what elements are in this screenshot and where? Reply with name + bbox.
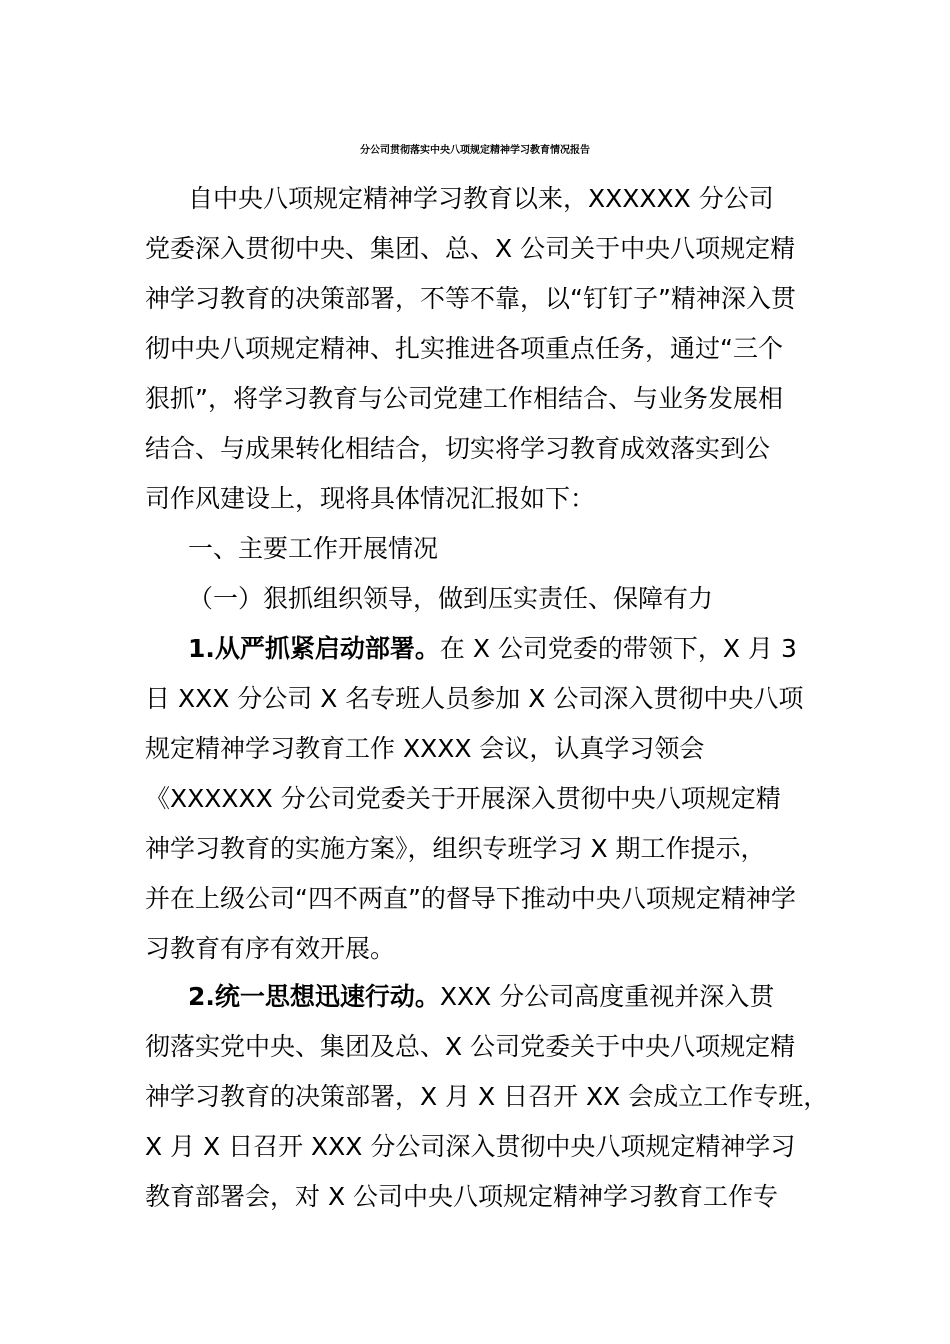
paragraph-line: 自中央八项规定精神学习教育以来，XXXXXX 分公司 xyxy=(188,184,774,213)
paragraph-line: 彻中央八项规定精神、扎实推进各项重点任务，通过“三个 xyxy=(145,334,783,363)
item1-heading: 1.从严抓紧启动部署。 xyxy=(188,634,440,663)
paragraph-line: 神学习教育的决策部署，不等不靠，以“钉钉子”精神深入贯 xyxy=(145,284,796,313)
paragraph-line: 彻落实党中央、集团及总、X 公司党委关于中央八项规定精 xyxy=(145,1032,796,1061)
paragraph-line: 并在上级公司“四不两直”的督导下推动中央八项规定精神学 xyxy=(145,884,796,913)
document-title: 分公司贯彻落实中央八项规定精神学习教育情况报告 xyxy=(360,145,590,156)
paragraph-line: 狠抓”，将学习教育与公司党建工作相结合、与业务发展相 xyxy=(145,384,783,413)
item2-first-line xyxy=(188,979,774,1015)
item1-first-line xyxy=(188,631,797,667)
item2-heading: 2.统一思想迅速行动。 xyxy=(188,982,440,1011)
paragraph-line: 结合、与成果转化相结合，切实将学习教育成效落实到公 xyxy=(145,434,771,463)
paragraph-line: 神学习教育的实施方案》，组织专班学习 X 期工作提示， xyxy=(145,834,766,863)
paragraph-line: 习教育有序有效开展。 xyxy=(145,934,396,963)
paragraph-line: 神学习教育的决策部署，X 月 X 日召开 XX 会成立工作专班， xyxy=(145,1082,829,1111)
paragraph-line: 规定精神学习教育工作 XXXX 会议，认真学习领会 xyxy=(145,734,705,763)
paragraph-line: 《XXXXXX 分公司党委关于开展深入贯彻中央八项规定精 xyxy=(145,784,781,813)
item1-first-line-rest: 在 X 公司党委的带领下，X 月 3 xyxy=(439,634,797,663)
paragraph-line: 日 XXX 分公司 X 名专班人员参加 X 公司深入贯彻中央八项 xyxy=(145,684,804,713)
paragraph-line: 党委深入贯彻中央、集团、总、X 公司关于中央八项规定精 xyxy=(145,234,796,263)
section-heading: 一、主要工作开展情况 xyxy=(188,534,439,563)
subsection-heading: （一）狠抓组织领导，做到压实责任、保障有力 xyxy=(188,584,714,613)
paragraph-line: 教育部署会，对 X 公司中央八项规定精神学习教育工作专 xyxy=(145,1182,779,1211)
paragraph-line: X 月 X 日召开 XXX 分公司深入贯彻中央八项规定精神学习 xyxy=(145,1132,796,1161)
paragraph-line: 司作风建设上，现将具体情况汇报如下： xyxy=(145,484,596,513)
item2-first-line-rest: XXX 分公司高度重视并深入贯 xyxy=(439,982,775,1011)
